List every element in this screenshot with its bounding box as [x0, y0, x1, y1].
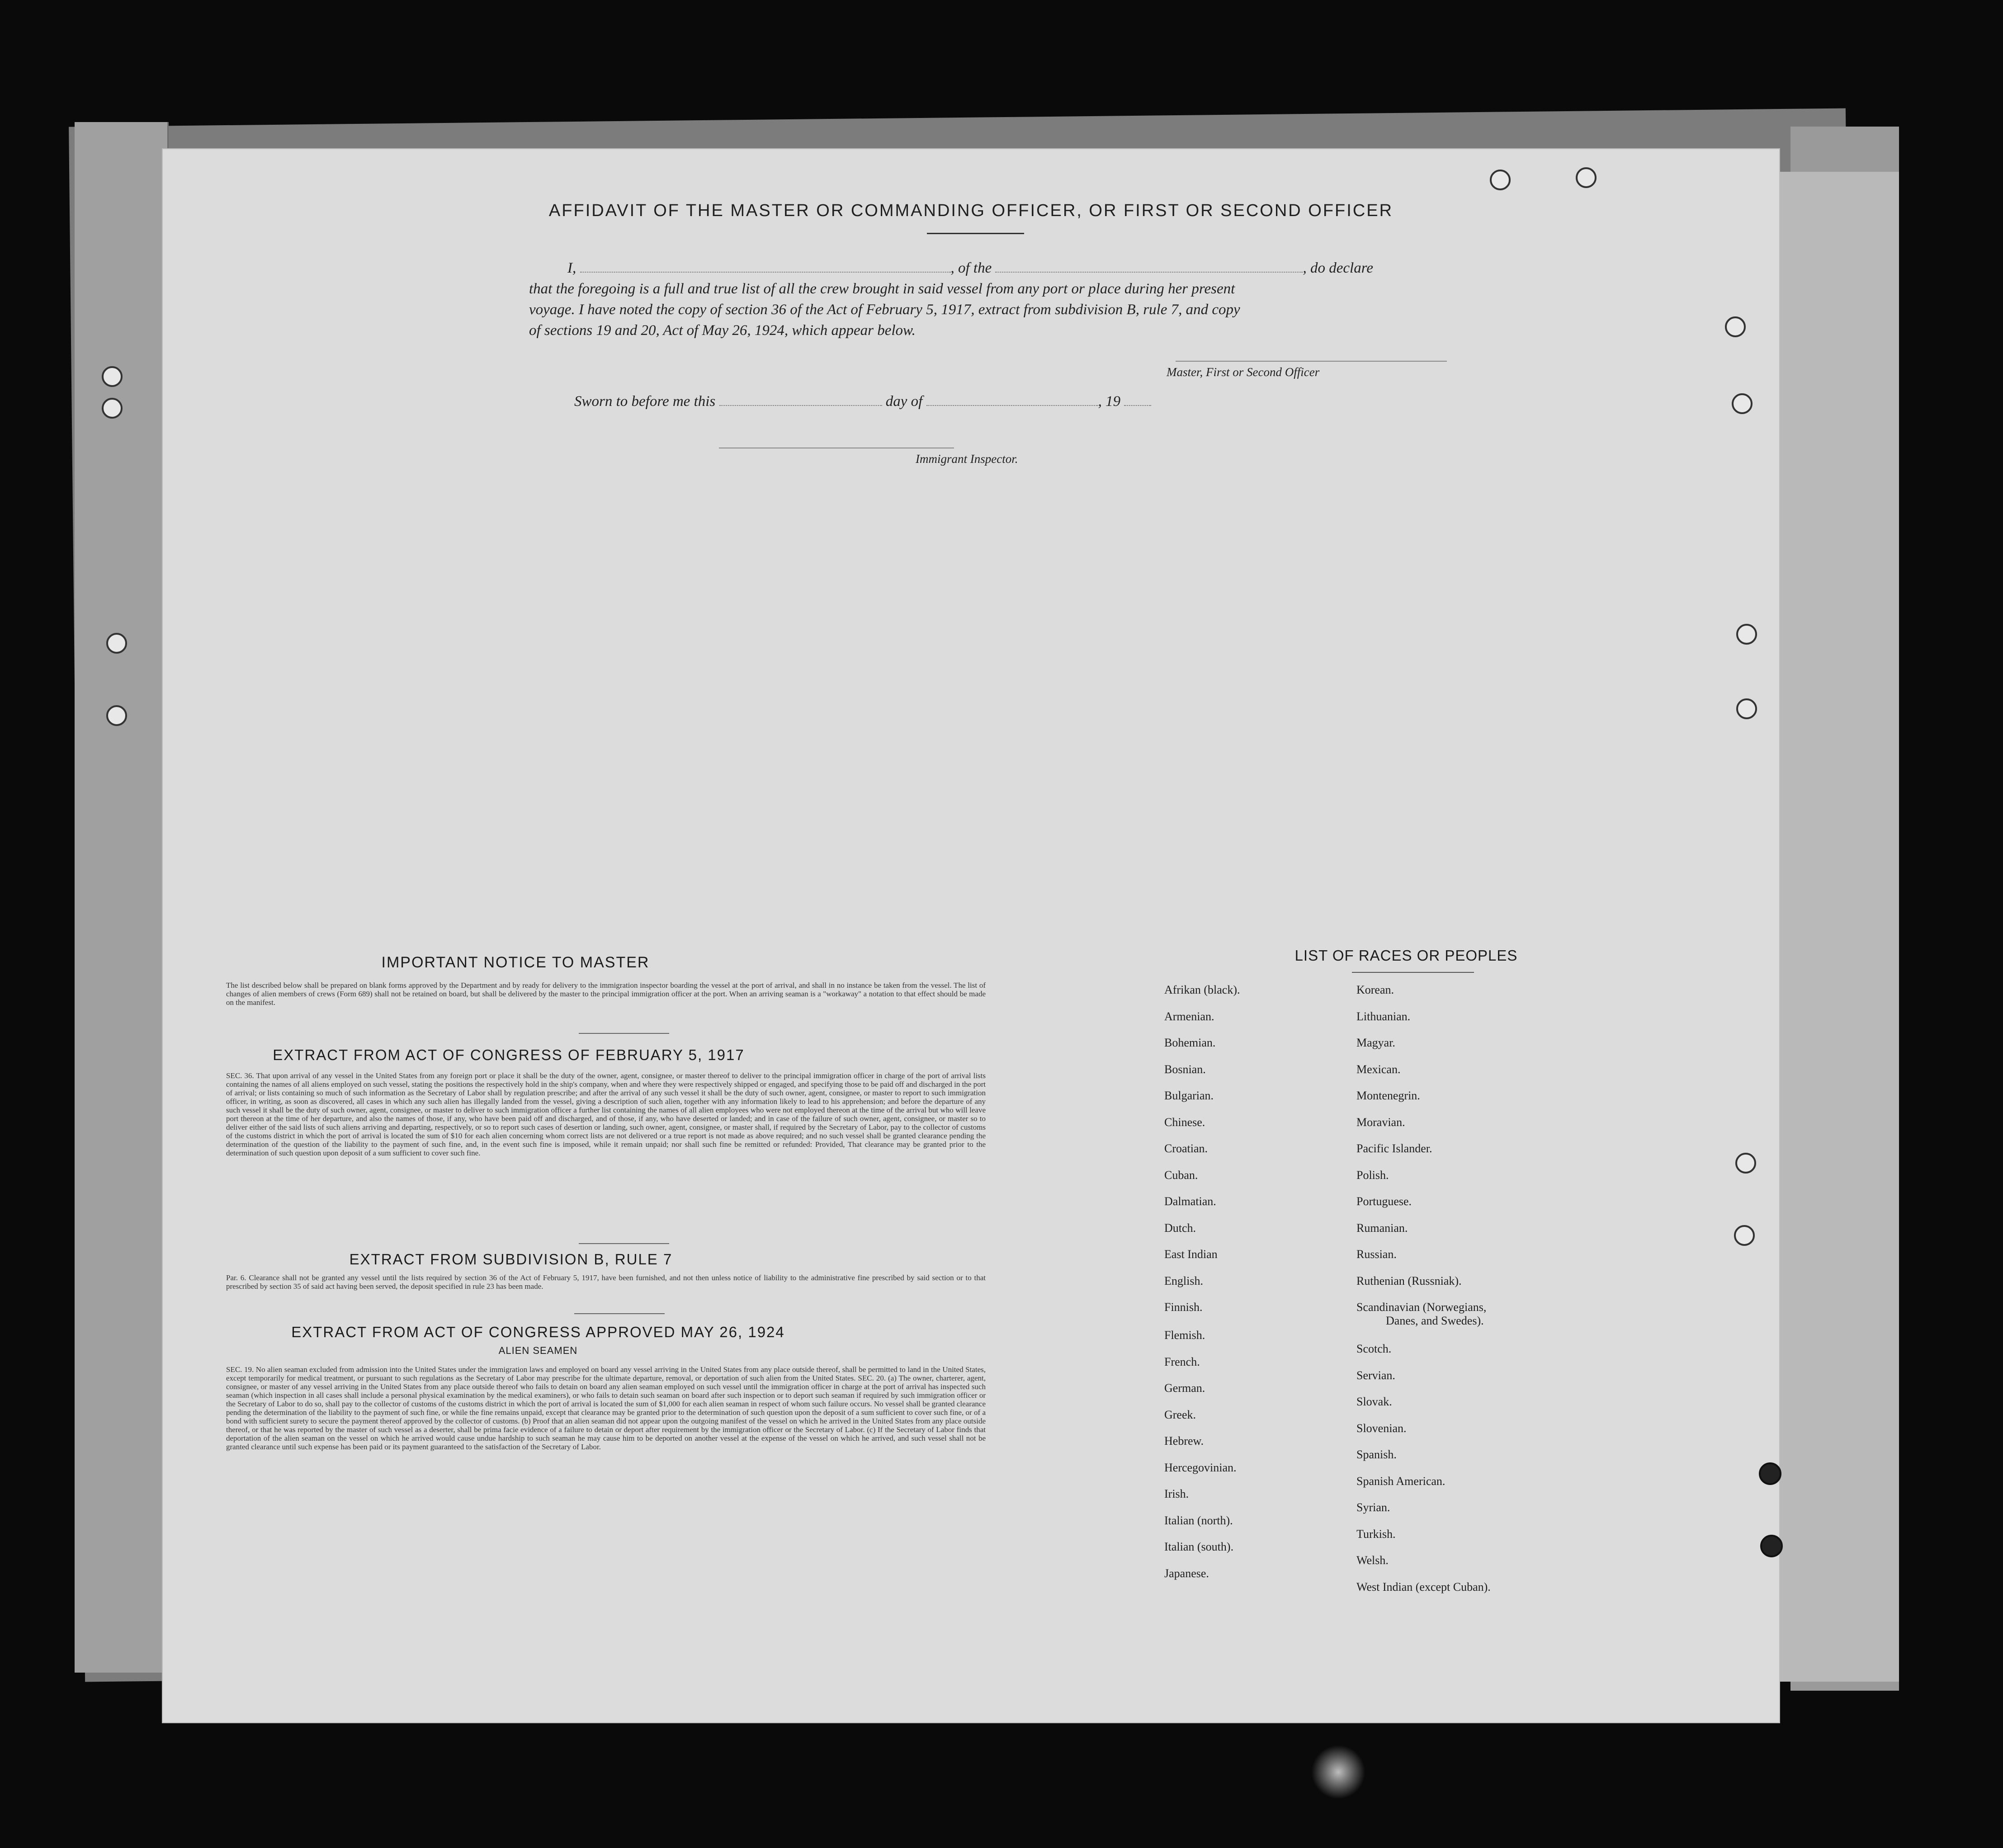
race-item: Danes, and Swedes).: [1386, 1314, 1484, 1327]
race-item: Servian.: [1356, 1368, 1395, 1382]
race-item: Italian (north).: [1164, 1513, 1233, 1527]
extract-1924-subheading: ALIEN SEAMEN: [498, 1345, 578, 1356]
race-item: Russian.: [1356, 1248, 1397, 1261]
race-item: Dutch.: [1164, 1221, 1196, 1235]
race-item: Bosnian.: [1164, 1062, 1206, 1076]
binder-hole: [1732, 393, 1753, 414]
affidavit-title: AFFIDAVIT OF THE MASTER OR COMMANDING OFFICER, OR FIRST OR SECOND OFFICER: [548, 201, 1394, 220]
sworn-line: [574, 393, 1151, 410]
race-item: Scotch.: [1356, 1342, 1392, 1355]
sworn-label: Sworn to before me this: [574, 393, 716, 410]
binder-hole: [102, 398, 123, 419]
race-item: Italian (south).: [1164, 1540, 1234, 1553]
race-item: Hebrew.: [1164, 1434, 1204, 1447]
light-reflection: [1311, 1745, 1365, 1799]
vessel-blank[interactable]: [995, 272, 1303, 273]
race-item: Irish.: [1164, 1487, 1189, 1500]
binder-hole: [1735, 1153, 1756, 1174]
race-item: Pacific Islander.: [1356, 1142, 1432, 1155]
race-item: English.: [1164, 1274, 1203, 1287]
race-item: Polish.: [1356, 1168, 1389, 1182]
year-label: , 19: [1098, 393, 1121, 410]
race-item: Spanish.: [1356, 1448, 1397, 1461]
master-signature-label: Master, First or Second Officer: [1167, 365, 1320, 379]
race-item: Flemish.: [1164, 1329, 1205, 1342]
master-signature-line: [1176, 361, 1447, 362]
race-item: Japanese.: [1164, 1566, 1209, 1580]
do-declare-label: , do declare: [1303, 260, 1373, 276]
race-item: Afrikan (black).: [1164, 983, 1240, 996]
title-underline: [927, 233, 1024, 234]
race-item: Bohemian.: [1164, 1036, 1216, 1049]
race-item: Armenian.: [1164, 1009, 1214, 1023]
affidavit-text: [529, 258, 1614, 341]
race-item: Bulgarian.: [1164, 1089, 1214, 1102]
i-label: I,: [567, 260, 576, 276]
race-item: Turkish.: [1356, 1527, 1396, 1541]
race-item: Hercegovinian.: [1164, 1461, 1237, 1474]
race-item: Korean.: [1356, 983, 1394, 996]
binder-hole: [106, 633, 127, 654]
binder-edge: [75, 122, 169, 1673]
race-item: Moravian.: [1356, 1115, 1405, 1129]
races-left-column: [1164, 983, 1240, 1593]
race-item: Cuban.: [1164, 1168, 1198, 1182]
notice-divider: [579, 1033, 669, 1034]
race-item: Welsh.: [1356, 1554, 1389, 1567]
binder-hole: [1725, 316, 1746, 337]
race-item: Croatian.: [1164, 1142, 1208, 1155]
binder-hole: [106, 705, 127, 726]
binder-hole: [1760, 1535, 1783, 1557]
extract-1917-heading: EXTRACT FROM ACT OF CONGRESS OF FEBRUARY 5, 1917: [273, 1047, 745, 1063]
binder-hole: [102, 366, 123, 387]
binder-hole: [1736, 698, 1757, 719]
races-underline: [1352, 972, 1474, 973]
race-item: Finnish.: [1164, 1301, 1203, 1314]
declaration-line-4: of sections 19 and 20, Act of May 26, 1924, which appear below.: [529, 322, 916, 339]
extract-1924-heading: EXTRACT FROM ACT OF CONGRESS APPROVED MAY 26, 1924: [291, 1324, 785, 1340]
races-heading: LIST OF RACES OR PEOPLES: [1294, 947, 1518, 964]
race-item: Chinese.: [1164, 1115, 1205, 1129]
binder-hole: [1736, 624, 1757, 645]
notice-text: The list described below shall be prepared on blank forms approved by the Department and by ready for delivery to the immigration inspector boarding the vessel at the port of arrival, and shall in no instance be taken from the vessel. The list of changes of alien members of crews (Form 689) shall not be retained on board, but shall be delivered by the master to the principal immigration officer at the port. When an arriving seaman is a "workaway" a notation to that effect should be made on the manifest.: [226, 981, 986, 1007]
race-item: West Indian (except Cuban).: [1356, 1580, 1491, 1593]
race-item: Greek.: [1164, 1408, 1196, 1421]
race-item: Lithuanian.: [1356, 1009, 1411, 1023]
race-item: Mexican.: [1356, 1062, 1401, 1076]
race-item: Slovak.: [1356, 1395, 1392, 1408]
notice-heading: IMPORTANT NOTICE TO MASTER: [381, 954, 650, 971]
race-item: French.: [1164, 1355, 1200, 1368]
subdivision-b-divider: [574, 1313, 665, 1314]
day-of-label: day of: [885, 393, 923, 410]
sworn-year-blank[interactable]: [1124, 405, 1151, 406]
races-right-column: [1356, 983, 1491, 1607]
binder-hole: [1759, 1462, 1781, 1485]
declaration-line-1: [529, 258, 1614, 278]
extract-1917-text: SEC. 36. That upon arrival of any vessel in the United States from any foreign port or place it shall be the duty of the owner, agent, consignee, or master thereof to deliver to the principal immigration officer in charge of the port of arrival lists containing the names of all aliens employed on such vessel, stating the positions the respectively hold in the ship's company, when and where they were respectively shipped or engaged, and specifying those to be paid off and discharged in the port of arrival; or lists containing so much of such information as the Secretary of Labor shall by regulation prescribe; and after the arrival of any such vessel it shall be the duty of such owner, agent, consignee, or master to report to such immigration officer, in writing, as soon as discovered, all cases in which any such alien has illegally landed from the vessel, giving a description of such alien, together with any information likely to lead to his apprehension; and before the departure of any such vessel it shall be the duty of such owner, agent, consignee, or master to deliver to such immigration officer a further list containing the names of all alien employees who were not employed thereon at the time of the arrival but who will leave port thereon at the time of her departure, and also the names of those, if any, who have been paid off and discharged, and of those, if any, who have deserted or landed; and in case of the failure of such owner, agent, consignee, or master so to deliver either of the said lists of such aliens arriving and departing, respectively, or so to report such cases of desertion or landing, such owner, agent, consignee, or master shall, if required by the Secretary of Labor, pay to the collector of customs of the customs district in which the port of arrival is located the sum of $10 for each alien concerning whom correct lists are not delivered or a true report is not made as above required; and no such vessel shall be granted clearance pending the determination of the question of the liability to the payment of such fine, and, in the event such fine is imposed, while it remain unpaid; nor shall such fine be remitted or refunded: Provided, That clearance may be granted prior to the determination of such question upon deposit of a sum sufficient to cover such fine.: [226, 1071, 986, 1157]
extract-1917-divider: [579, 1243, 669, 1244]
binder-hole: [1490, 170, 1511, 190]
race-item: Spanish American.: [1356, 1474, 1446, 1488]
race-item: Syrian.: [1356, 1501, 1390, 1514]
race-item: Dalmatian.: [1164, 1195, 1216, 1208]
declaration-line-2: that the foregoing is a full and true list of all the crew brought in said vessel from any port or place during her present: [529, 281, 1235, 297]
subdivision-b-text: Par. 6. Clearance shall not be granted any vessel until the lists required by section 36 of the Act of February 5, 1917, have been furnished, and not then unless notice of liability to the administrative fine prescribed by said section or to that prescribed by section 35 of said act having been served, the deposit specified in rule 23 has been made.: [226, 1273, 986, 1291]
race-item: Magyar.: [1356, 1036, 1395, 1049]
race-item: German.: [1164, 1381, 1205, 1395]
sworn-month-blank[interactable]: [926, 405, 1098, 406]
race-item: Ruthenian (Russniak).: [1356, 1274, 1462, 1287]
subdivision-b-heading: EXTRACT FROM SUBDIVISION B, RULE 7: [349, 1251, 673, 1268]
race-item: Slovenian.: [1356, 1421, 1407, 1435]
extract-1924-text: SEC. 19. No alien seaman excluded from admission into the United States under the immigration laws and employed on board any vessel arriving in the United States from any place outside thereof, shall be permitted to land in the United States, except temporarily for medical treatment, or pursuant to such regulations as the Secretary of Labor may prescribe for the ultimate departure, removal, or deportation of such alien from the United States. SEC. 20. (a) The owner, charterer, agent, consignee, or master of any vessel arriving in the United States from any place outside thereof who fails to detain on board any alien seaman employed on such vessel until the immigration officer in charge at the port of arrival has inspected such seaman (which inspection in all cases shall include a personal physical examination by the medical examiners), or who fails to detain such seaman on board after such inspection or to deport such seaman if required by such immigration officer or the Secretary of Labor to do so, shall pay to the collector of customs of the customs district in which the port of arrival is located the sum of $1,000 for each alien seaman in respect of whom such failure occurs. No vessel shall be granted clearance pending the determination of the liability to the payment of such fine, or while the fine remains unpaid, except that clearance may be granted prior to the determination of such question upon the deposit of a sum sufficient to cover such fine, or of a bond with sufficient surety to secure the payment thereof approved by the collector of customs. (b) Proof that an alien seaman did not appear upon the outgoing manifest of the vessel on which he arrived in the United States from any place outside thereof, or that he was reported by the master of such vessel as a deserter, shall be prima facie evidence of a failure to detain or deport after requirement by the immigration officer or the Secretary of Labor. (c) If the Secretary of Labor finds that deportation of the alien seaman on the vessel on which he arrived would cause undue hardship to such seaman he may cause him to be deported on another vessel at the expense of the vessel on which he arrived, and such vessel shall not be granted clearance until such expense has been paid or its payment guaranteed to the satisfaction of the Secretary of Labor.: [226, 1365, 986, 1451]
name-blank[interactable]: [580, 272, 951, 273]
binder-hole: [1576, 167, 1597, 188]
inspector-label: Immigrant Inspector.: [916, 452, 1018, 466]
race-item: Portuguese.: [1356, 1195, 1412, 1208]
affidavit-page: [163, 149, 1779, 1722]
race-item: East Indian: [1164, 1248, 1218, 1261]
race-item: Rumanian.: [1356, 1221, 1408, 1235]
binder-hole: [1734, 1225, 1755, 1246]
race-item: Montenegrin.: [1356, 1089, 1420, 1102]
of-the-label: , of the: [950, 260, 992, 276]
race-item: Scandinavian (Norwegians,: [1356, 1301, 1487, 1314]
declaration-line-3: voyage. I have noted the copy of section 36 of the Act of February 5, 1917, extract from subdivision B, rule 7, and copy: [529, 302, 1240, 318]
sworn-day-blank[interactable]: [719, 405, 882, 406]
